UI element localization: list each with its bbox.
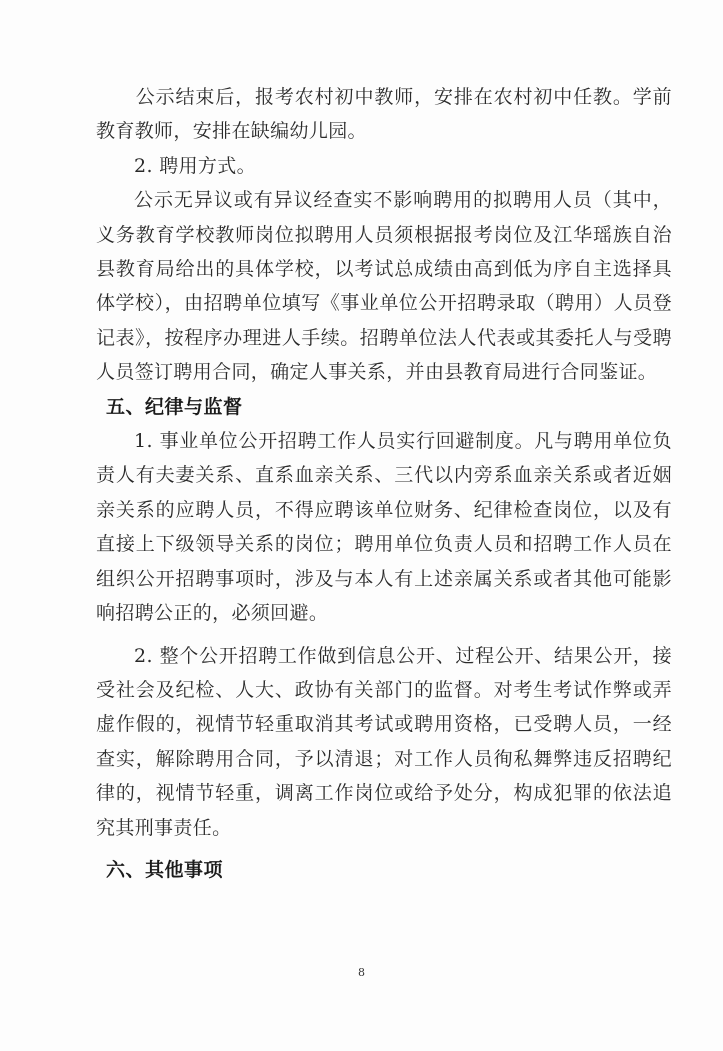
paragraph-employment-method-title: 2. 聘用方式。: [134, 154, 256, 177]
paragraph-gap: [96, 845, 672, 853]
page-number: 8: [358, 966, 365, 979]
paragraph-employment-method-body: 公示无异议或有异议经查实不影响聘用的拟聘用人员（其中，义务教育学校教师岗位拟聘用人员须根据报考岗位及江华瑶族自治县教育局给出的具体学校，以考试总成绩由高到低为序自主选择具体学校），由招聘单位填写《事业单位公开招聘录取（聘用）人员登记表》，按程序办理进人手续。招聘单位法人代表或其委托人与受聘人员签订聘用合同，确定人事关系，并由县教育局进行合同鉴证。: [96, 189, 672, 384]
paragraph-assignment-after-publicity: 公示结束后，报考农村初中教师，安排在农村初中任教。学前教育教师，安排在缺编幼儿园。: [96, 86, 672, 143]
document-body: [96, 80, 672, 887]
paragraph-open-supervision: 2. 整个公开招聘工作做到信息公开、过程公开、结果公开，接受社会及纪检、人大、政协有关部门的监督。对考生考试作弊或弄虚作假的，视情节轻重取消其考试或聘用资格，已受聘人员，一经查实，解除聘用合同，予以清退；对工作人员徇私舞弊违反招聘纪律的，视情节轻重，调离工作岗位或给予处分，构成犯罪的依法追究其刑事责任。: [96, 644, 672, 839]
paragraph-gap: [96, 631, 672, 639]
paragraph-recusal-system: 1. 事业单位公开招聘工作人员实行回避制度。凡与聘用单位负责人有夫妻关系、直系血亲关系、三代以内旁系血亲关系或者近姻亲关系的应聘人员，不得应聘该单位财务、纪律检查岗位，以及有直接上下级领导关系的岗位；聘用单位负责人员和招聘工作人员在组织公开招聘事项时，涉及与本人有上述亲属关系或者其他可能影响招聘公正的，必须回避。: [96, 430, 672, 625]
section-heading-other-matters: 六、其他事项: [106, 858, 224, 881]
section-heading-discipline-supervision: 五、纪律与监督: [106, 395, 243, 418]
